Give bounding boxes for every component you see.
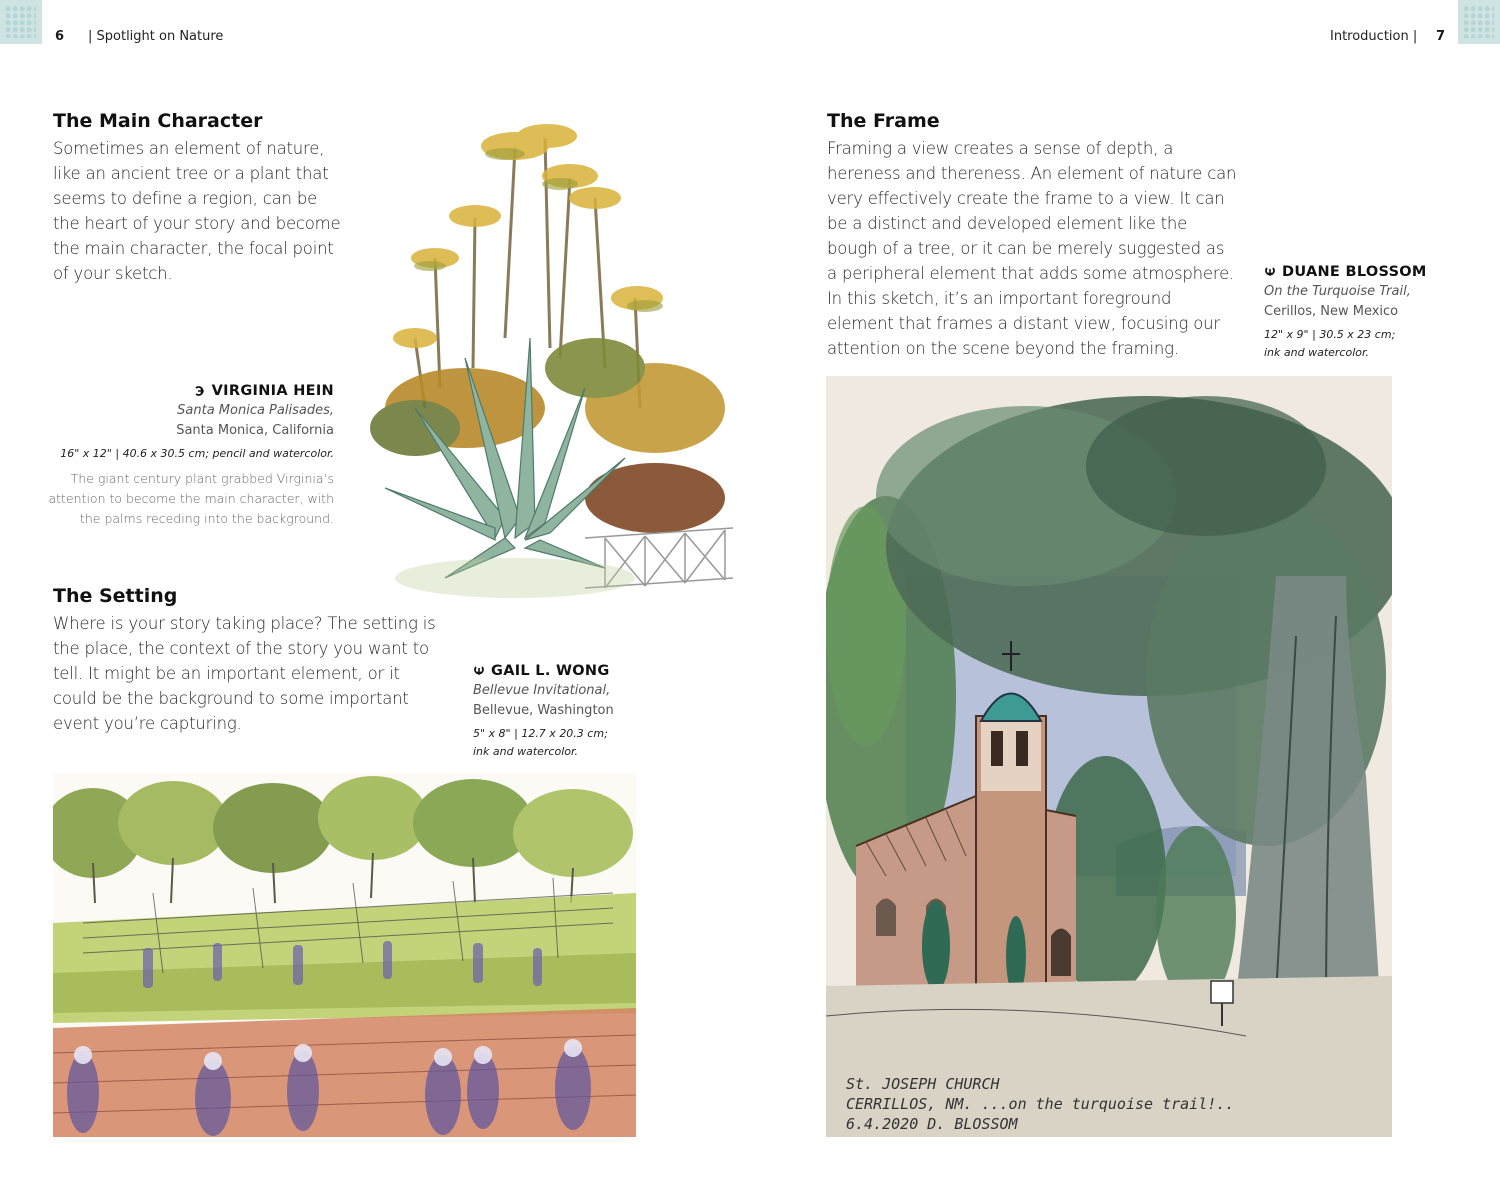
- st-joseph-church-sketch: [826, 376, 1392, 1137]
- main-character-heading: The Main Character: [53, 110, 263, 132]
- virginia-hein-dims: 16" x 12" | 40.6 x 30.5 cm; pencil and watercolor.: [60, 447, 334, 460]
- gail-wong-title: Bellevue Invitational,: [473, 683, 611, 698]
- arrow-down-icon: [473, 665, 485, 677]
- setting-body: Where is your story taking place? The setting is the place, the context of the story you want to tell. It might be an important element, or it could be the background to some important event you’re capturing.: [53, 614, 436, 733]
- gail-wong-dims-1: 5" x 8" | 12.7 x 20.3 cm;: [473, 727, 608, 740]
- virginia-hein-credit: [40, 383, 334, 529]
- arrow-right-icon: [194, 385, 206, 397]
- arrow-down-icon: [1264, 266, 1276, 278]
- duane-blossom-credit: [1264, 264, 1464, 362]
- virginia-hein-title: Santa Monica Palisades,: [177, 403, 334, 418]
- duane-blossom-artist: DUANE BLOSSOM: [1282, 264, 1427, 280]
- gail-wong-artist: GAIL L. WONG: [491, 663, 610, 679]
- inscription-line-2: CERRILLOS, NM. ...on the turquoise trail!..: [846, 1095, 1235, 1113]
- duane-blossom-dims-1: 12" x 9" | 30.5 x 23 cm;: [1264, 328, 1396, 341]
- main-character-body: Sometimes an element of nature, like an ancient tree or a plant that seems to define a region, can be the heart of your story and become the main character, the focal point of your sketch.: [53, 139, 341, 283]
- duane-blossom-dims-2: ink and watercolor.: [1264, 346, 1369, 359]
- left-page-number: 6: [55, 29, 65, 44]
- virginia-hein-place: Santa Monica, California: [176, 423, 334, 438]
- gail-wong-credit: [473, 663, 633, 761]
- setting-heading: The Setting: [53, 585, 178, 607]
- duane-blossom-place: Cerillos, New Mexico: [1264, 304, 1399, 319]
- virginia-hein-artist: VIRGINIA HEIN: [211, 383, 334, 399]
- duane-blossom-title: On the Turquoise Trail,: [1264, 284, 1411, 299]
- right-running-head: Introduction |: [1330, 29, 1418, 44]
- inscription-line-1: St. JOSEPH CHURCH: [846, 1075, 1000, 1093]
- palms-century-plant-sketch: [355, 108, 733, 608]
- gail-wong-place: Bellevue, Washington: [473, 703, 614, 718]
- left-corner-tab: [0, 0, 42, 44]
- left-running-head: | Spotlight on Nature: [88, 29, 224, 44]
- virginia-hein-caption: The giant century plant grabbed Virginia’s attention to become the main character, with the palms receding into the background.: [48, 471, 334, 526]
- right-corner-tab: [1458, 0, 1500, 44]
- bellevue-park-sketch: [53, 773, 636, 1137]
- frame-body: Framing a view creates a sense of depth, a hereness and thereness. An element of nature can very effectively create the frame to a view. It can be a distinct and developed element like the bough of a tree, or it can be merely suggested as a peripheral element that adds some atmosphere. In this sketch, it’s an important foreground element that frames a distant view, focusing our attention on the scene beyond the framing.: [827, 139, 1237, 358]
- right-page-number: 7: [1436, 29, 1446, 44]
- gail-wong-dims-2: ink and watercolor.: [473, 745, 578, 758]
- frame-heading: The Frame: [827, 110, 940, 132]
- inscription-line-3: 6.4.2020 D. BLOSSOM: [846, 1115, 1018, 1133]
